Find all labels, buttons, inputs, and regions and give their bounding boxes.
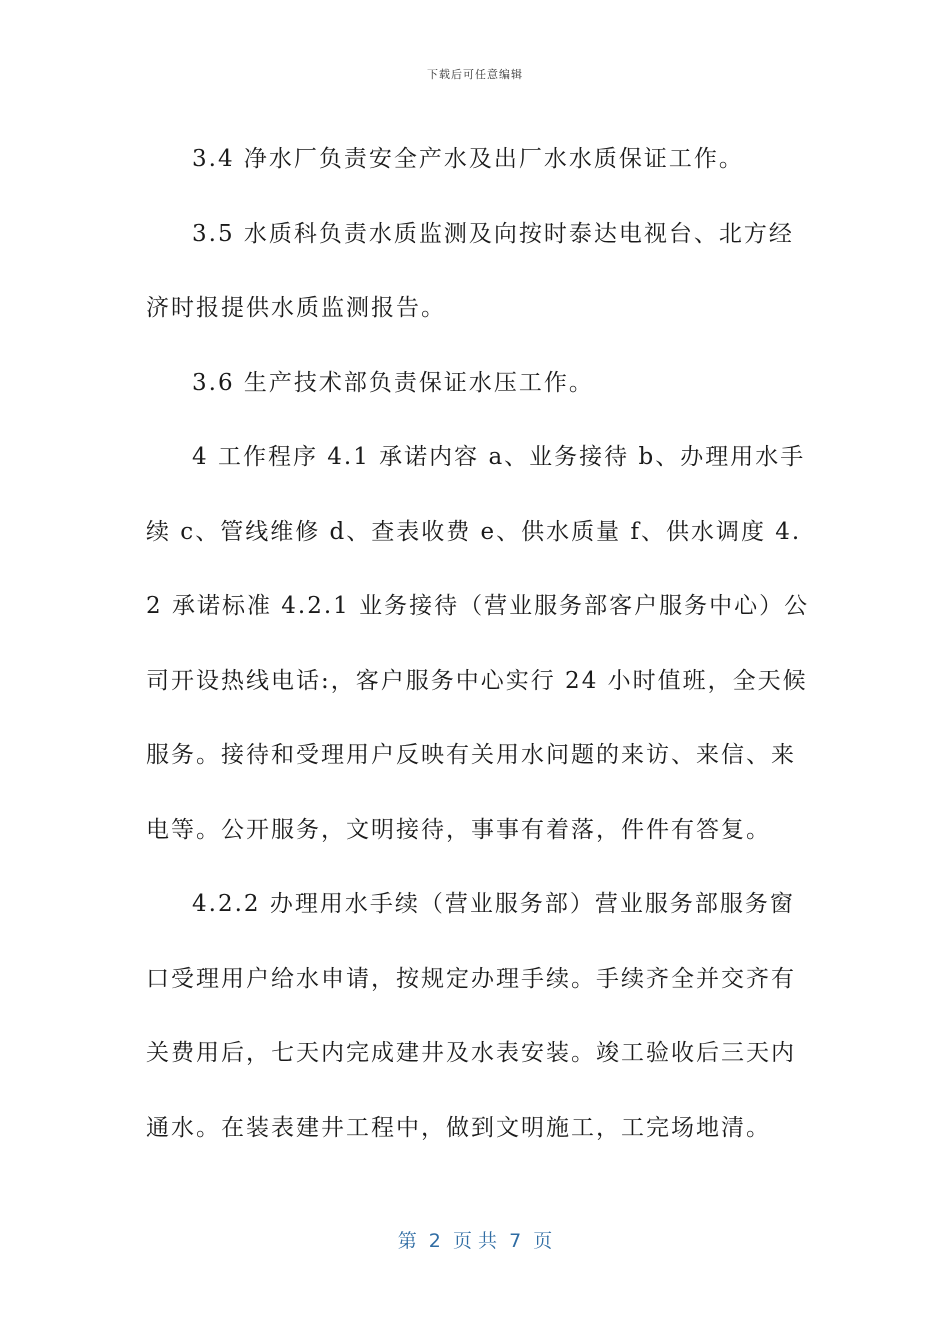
paragraph-4-2-2: 4.2.2 办理用水手续（营业服务部）营业服务部服务窗口受理用户给水申请，按规定办理手续。手续齐全并交齐有关费用后，七天内完成建井及水表安装。竣工验收后三天内通水。在装表建井工程中，做到文明施工，工完场地清。 bbox=[146, 891, 796, 1141]
page-number-footer: 第 2 页 共 7 页 bbox=[397, 1230, 553, 1252]
paragraph-4-procedure: 4 工作程序 4.1 承诺内容 a、业务接待 b、办理用水手续 c、管线维修 d、查表收费 e、供水质量 f、供水调度 4.2 承诺标准 4.2.1 业务接待（营业服务部客户服务中心）公司开设热线电话:，客户服务中心实行 24 小时值班，全天候服务。接待和受理用户反映有关用水问题的来访、来信、来电等。公开服务，文明接待，事事有着落，件件有答复。 bbox=[146, 444, 810, 843]
header-note: 下载后可任意编辑 bbox=[427, 68, 523, 81]
paragraph-3-5: 3.5 水质科负责水质监测及向按时泰达电视台、北方经济时报提供水质监测报告。 bbox=[146, 220, 794, 321]
document-body bbox=[146, 122, 811, 1165]
paragraph-3-6: 3.6 生产技术部负责保证水压工作。 bbox=[192, 369, 594, 396]
paragraph-3-4: 3.4 净水厂负责安全产水及出厂水水质保证工作。 bbox=[192, 146, 744, 172]
